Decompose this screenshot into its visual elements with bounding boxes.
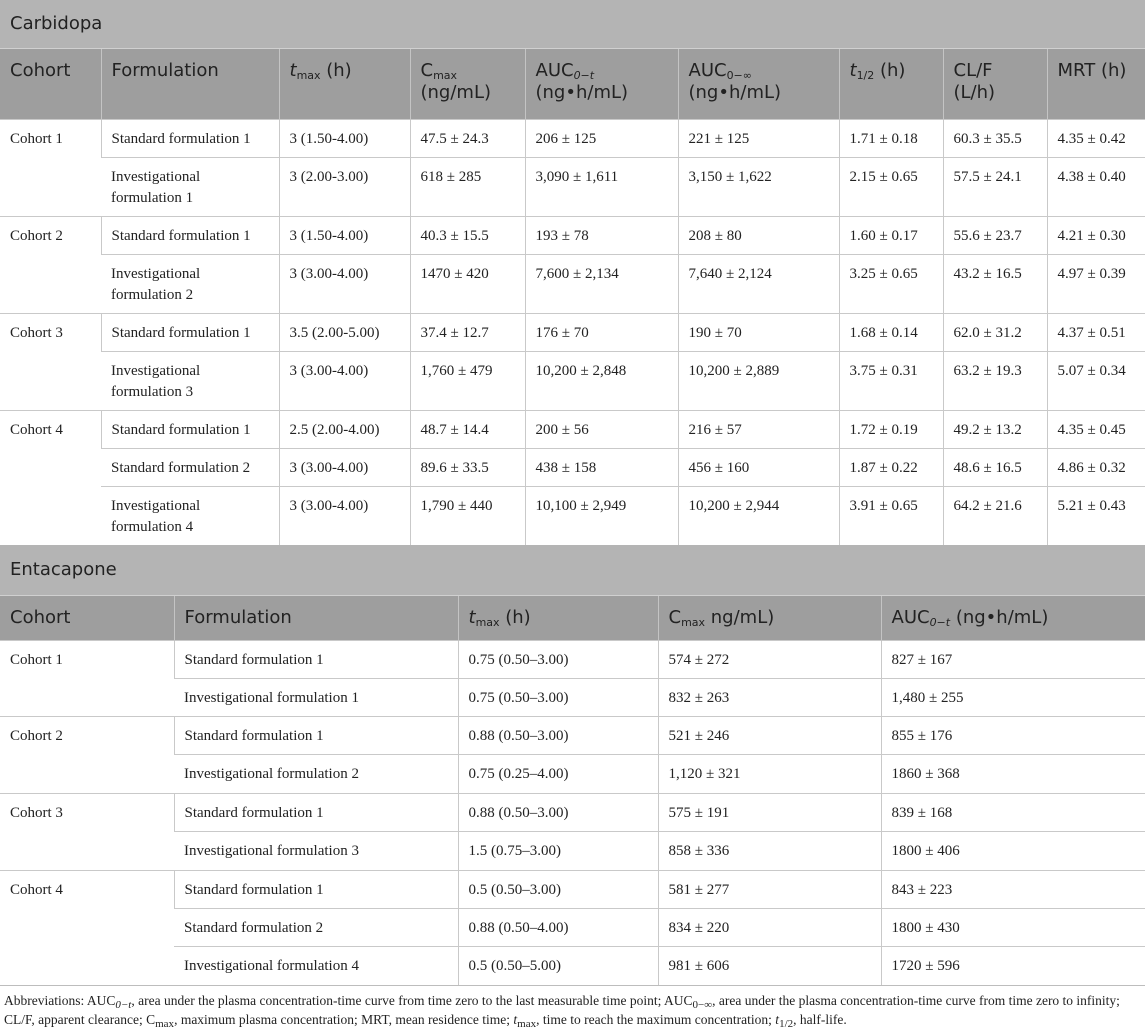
tmax-cell: 3 (3.00-4.00) (279, 486, 410, 545)
cmax-cell: 1470 ± 420 (410, 254, 525, 313)
cmax-cell: 48.7 ± 14.4 (410, 410, 525, 448)
auct-cell: 7,600 ± 2,134 (525, 254, 678, 313)
cmax-cell: 858 ± 336 (658, 831, 881, 870)
clf-cell: 62.0 ± 31.2 (943, 313, 1047, 351)
carbidopa-title: Carbidopa (0, 0, 1145, 48)
entacapone-title: Entacapone (0, 545, 1145, 595)
aucinf-cell: 10,200 ± 2,944 (678, 486, 839, 545)
clf-cell: 57.5 ± 24.1 (943, 157, 1047, 216)
abbreviations-footnote: Abbreviations: $AUC_{0-t}$, area under the plasma concentration-time curve from time zero to the last measurable time point; $AUC_{0-\infty}$, area under the plasma concentration-time curve from time zero to infinity; CL/F, apparent clearance; $C_{max}$, maximum plasma concentration; MRT, mean residence time; $t_{max}$, time to reach the maximum concentration; $t_{1/2}$, half-life. (0, 985, 1145, 1029)
thalf-cell: 1.68 ± 0.14 (839, 313, 943, 351)
entacapone-column-headers (0, 595, 1145, 640)
tmax-cell: 3.5 (2.00-5.00) (279, 313, 410, 351)
table-row (0, 351, 1145, 410)
auct-cell: 438 ± 158 (525, 448, 678, 486)
cmax-cell: 1,790 ± 440 (410, 486, 525, 545)
formulation-cell: Standard formulation 1 (101, 216, 279, 254)
tmax-cell: 3 (3.00-4.00) (279, 351, 410, 410)
auct-cell: 843 ± 223 (881, 870, 1145, 908)
auct-cell: 1860 ± 368 (881, 754, 1145, 793)
aucinf-cell: 456 ± 160 (678, 448, 839, 486)
aucinf-cell: 216 ± 57 (678, 410, 839, 448)
tmax-cell: 3 (1.50-4.00) (279, 216, 410, 254)
table-row (0, 410, 1145, 448)
col-thalf: $t_{1/2}$ (h) (839, 48, 943, 119)
tmax-cell: 0.5 (0.50–3.00) (458, 870, 658, 908)
auct-cell: 10,200 ± 2,848 (525, 351, 678, 410)
tmax-cell: 3 (1.50-4.00) (279, 119, 410, 157)
cmax-cell: 832 ± 263 (658, 678, 881, 716)
thalf-cell: 1.71 ± 0.18 (839, 119, 943, 157)
tmax-cell: 0.5 (0.50–5.00) (458, 946, 658, 985)
mrt-cell: 4.35 ± 0.45 (1047, 410, 1145, 448)
mrt-cell: 4.35 ± 0.42 (1047, 119, 1145, 157)
thalf-cell: 1.60 ± 0.17 (839, 216, 943, 254)
clf-cell: 48.6 ± 16.5 (943, 448, 1047, 486)
tmax-cell: 3 (2.00-3.00) (279, 157, 410, 216)
clf-cell: 43.2 ± 16.5 (943, 254, 1047, 313)
aucinf-cell: 7,640 ± 2,124 (678, 254, 839, 313)
formulation-cell: Investigational formulation 3 (101, 351, 279, 410)
table-row (0, 870, 1145, 908)
cohort-cell: Cohort 3 (0, 793, 174, 870)
formulation-cell: Standard formulation 1 (101, 410, 279, 448)
entacapone-section-header (0, 545, 1145, 595)
formulation-cell: Investigational formulation 1 (174, 678, 458, 716)
tmax-cell: 0.88 (0.50–3.00) (458, 793, 658, 831)
cohort-cell: Cohort 4 (0, 870, 174, 985)
col-clf: CL/F (L/h) (943, 48, 1047, 119)
formulation-cell: Investigational formulation 2 (101, 254, 279, 313)
clf-cell: 63.2 ± 19.3 (943, 351, 1047, 410)
table-row (0, 216, 1145, 254)
cohort-cell: Cohort 1 (0, 640, 174, 716)
thalf-cell: 3.75 ± 0.31 (839, 351, 943, 410)
col-tmax: $t_{max}$ (h) (279, 48, 410, 119)
cmax-cell: 47.5 ± 24.3 (410, 119, 525, 157)
table-row (0, 716, 1145, 754)
auct-cell: 193 ± 78 (525, 216, 678, 254)
cohort-cell: Cohort 2 (0, 716, 174, 793)
col-auct: $AUC_{0-t}$ (ng•h/mL) (525, 48, 678, 119)
tmax-cell: 2.5 (2.00-4.00) (279, 410, 410, 448)
carbidopa-section-header (0, 0, 1145, 48)
aucinf-cell: 208 ± 80 (678, 216, 839, 254)
table-row (0, 119, 1145, 157)
formulation-cell: Investigational formulation 3 (174, 831, 458, 870)
formulation-cell: Standard formulation 2 (174, 908, 458, 946)
formulation-cell: Investigational formulation 4 (101, 486, 279, 545)
tmax-cell: 3 (3.00-4.00) (279, 254, 410, 313)
auct-cell: 855 ± 176 (881, 716, 1145, 754)
thalf-cell: 2.15 ± 0.65 (839, 157, 943, 216)
cohort-cell: Cohort 3 (0, 313, 101, 410)
thalf-cell: 3.91 ± 0.65 (839, 486, 943, 545)
col-tmax: $t_{max}$ (h) (458, 595, 658, 640)
formulation-cell: Standard formulation 1 (174, 870, 458, 908)
formulation-cell: Investigational formulation 1 (101, 157, 279, 216)
col-cohort: Cohort (0, 595, 174, 640)
mrt-cell: 5.21 ± 0.43 (1047, 486, 1145, 545)
formulation-cell: Standard formulation 2 (101, 448, 279, 486)
table-row (0, 640, 1145, 678)
mrt-cell: 5.07 ± 0.34 (1047, 351, 1145, 410)
tmax-cell: 0.75 (0.50–3.00) (458, 640, 658, 678)
col-cmax: $C_{max}$ ng/mL) (658, 595, 881, 640)
auct-cell: 827 ± 167 (881, 640, 1145, 678)
col-cohort: Cohort (0, 48, 101, 119)
clf-cell: 60.3 ± 35.5 (943, 119, 1047, 157)
table-row (0, 793, 1145, 831)
mrt-cell: 4.37 ± 0.51 (1047, 313, 1145, 351)
clf-cell: 64.2 ± 21.6 (943, 486, 1047, 545)
formulation-cell: Standard formulation 1 (101, 313, 279, 351)
entacapone-table (0, 545, 1145, 985)
auct-cell: 1,480 ± 255 (881, 678, 1145, 716)
col-auct: $AUC_{0-t}$ (ng•h/mL) (881, 595, 1145, 640)
auct-cell: 839 ± 168 (881, 793, 1145, 831)
mrt-cell: 4.38 ± 0.40 (1047, 157, 1145, 216)
col-aucinf: $AUC_{0-\infty}$ (ng•h/mL) (678, 48, 839, 119)
table-row (0, 448, 1145, 486)
cmax-cell: 1,120 ± 321 (658, 754, 881, 793)
auct-cell: 206 ± 125 (525, 119, 678, 157)
tmax-cell: 0.75 (0.25–4.00) (458, 754, 658, 793)
cmax-cell: 521 ± 246 (658, 716, 881, 754)
table-row (0, 313, 1145, 351)
auct-cell: 1800 ± 430 (881, 908, 1145, 946)
mrt-cell: 4.97 ± 0.39 (1047, 254, 1145, 313)
tmax-cell: 0.88 (0.50–4.00) (458, 908, 658, 946)
cmax-cell: 89.6 ± 33.5 (410, 448, 525, 486)
cmax-cell: 618 ± 285 (410, 157, 525, 216)
tmax-cell: 1.5 (0.75–3.00) (458, 831, 658, 870)
mrt-cell: 4.86 ± 0.32 (1047, 448, 1145, 486)
table-row (0, 486, 1145, 545)
col-cmax: $C_{max}$ (ng/mL) (410, 48, 525, 119)
formulation-cell: Standard formulation 1 (174, 793, 458, 831)
carbidopa-column-headers (0, 48, 1145, 119)
mrt-cell: 4.21 ± 0.30 (1047, 216, 1145, 254)
tmax-cell: 3 (3.00-4.00) (279, 448, 410, 486)
cmax-cell: 981 ± 606 (658, 946, 881, 985)
auct-cell: 176 ± 70 (525, 313, 678, 351)
col-mrt: MRT (h) (1047, 48, 1145, 119)
table-row (0, 157, 1145, 216)
thalf-cell: 1.72 ± 0.19 (839, 410, 943, 448)
cmax-cell: 1,760 ± 479 (410, 351, 525, 410)
auct-cell: 200 ± 56 (525, 410, 678, 448)
auct-cell: 3,090 ± 1,611 (525, 157, 678, 216)
col-formulation: Formulation (101, 48, 279, 119)
cmax-cell: 37.4 ± 12.7 (410, 313, 525, 351)
cmax-cell: 834 ± 220 (658, 908, 881, 946)
formulation-cell: Standard formulation 1 (101, 119, 279, 157)
table-row (0, 254, 1145, 313)
cmax-cell: 574 ± 272 (658, 640, 881, 678)
formulation-cell: Standard formulation 1 (174, 640, 458, 678)
aucinf-cell: 10,200 ± 2,889 (678, 351, 839, 410)
col-formulation: Formulation (174, 595, 458, 640)
auct-cell: 1800 ± 406 (881, 831, 1145, 870)
cmax-cell: 40.3 ± 15.5 (410, 216, 525, 254)
aucinf-cell: 221 ± 125 (678, 119, 839, 157)
cmax-cell: 575 ± 191 (658, 793, 881, 831)
formulation-cell: Investigational formulation 2 (174, 754, 458, 793)
thalf-cell: 3.25 ± 0.65 (839, 254, 943, 313)
formulation-cell: Standard formulation 1 (174, 716, 458, 754)
tmax-cell: 0.75 (0.50–3.00) (458, 678, 658, 716)
aucinf-cell: 3,150 ± 1,622 (678, 157, 839, 216)
auct-cell: 10,100 ± 2,949 (525, 486, 678, 545)
thalf-cell: 1.87 ± 0.22 (839, 448, 943, 486)
clf-cell: 55.6 ± 23.7 (943, 216, 1047, 254)
clf-cell: 49.2 ± 13.2 (943, 410, 1047, 448)
cohort-cell: Cohort 2 (0, 216, 101, 313)
auct-cell: 1720 ± 596 (881, 946, 1145, 985)
tmax-cell: 0.88 (0.50–3.00) (458, 716, 658, 754)
cohort-cell: Cohort 4 (0, 410, 101, 545)
aucinf-cell: 190 ± 70 (678, 313, 839, 351)
cmax-cell: 581 ± 277 (658, 870, 881, 908)
formulation-cell: Investigational formulation 4 (174, 946, 458, 985)
cohort-cell: Cohort 1 (0, 119, 101, 216)
